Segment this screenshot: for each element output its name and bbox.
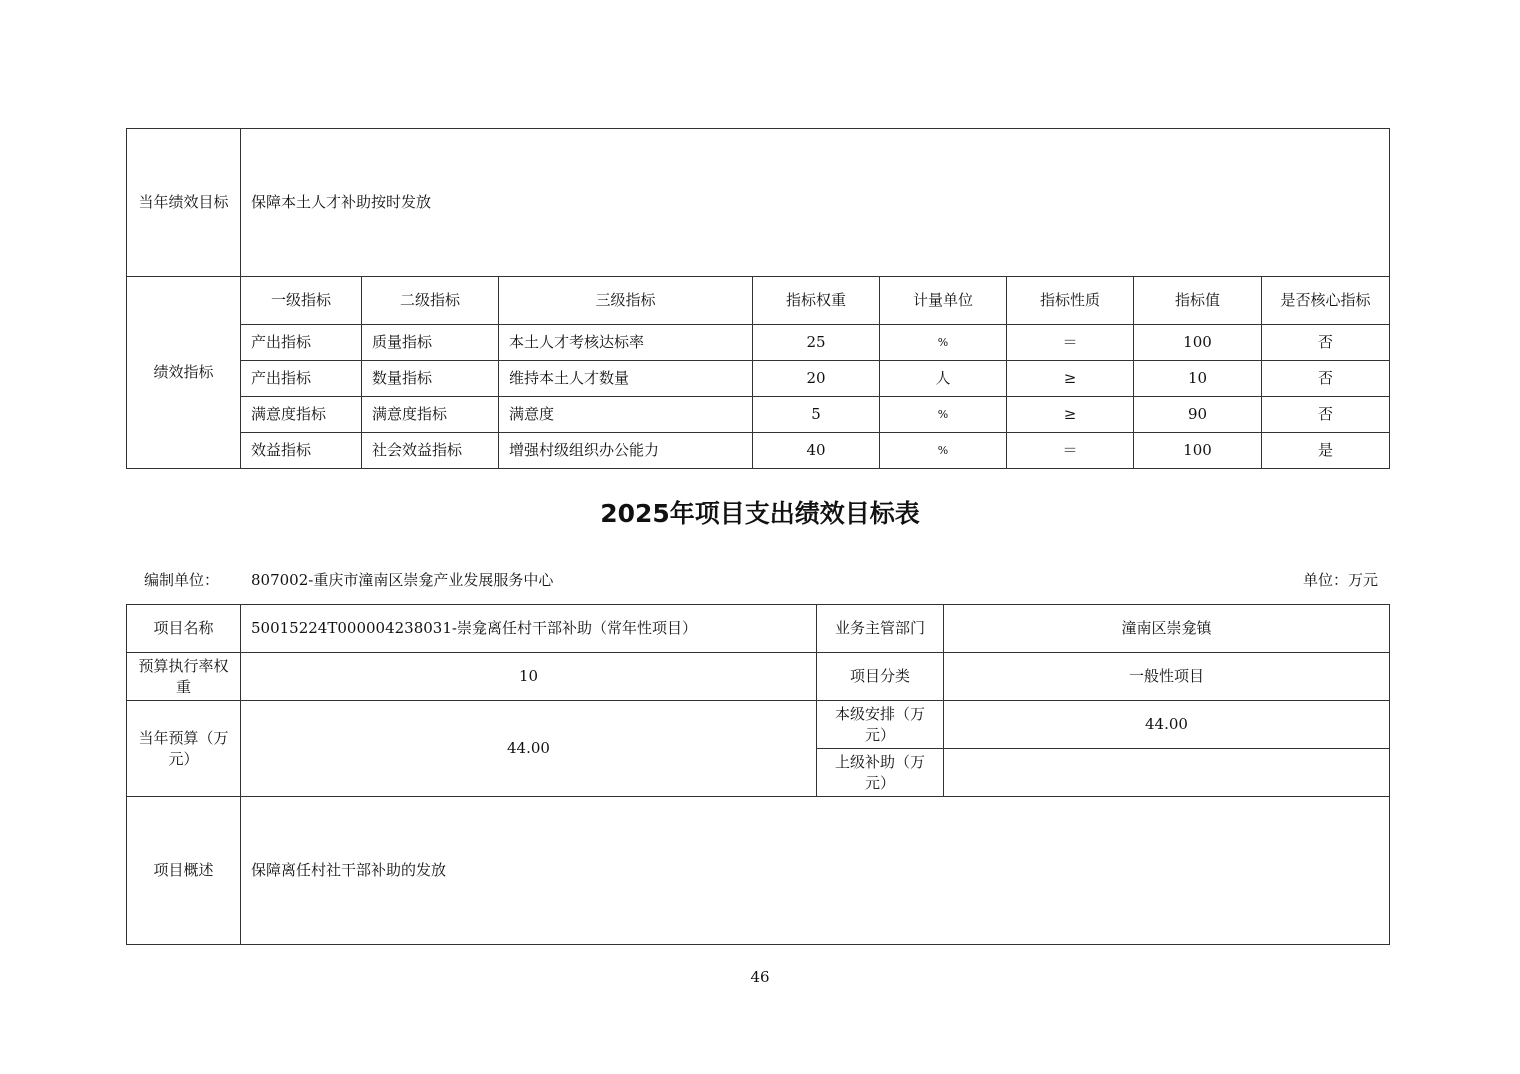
performance-table [126, 128, 1390, 469]
cell-unit: % [880, 397, 1007, 433]
cell-unit: % [880, 325, 1007, 361]
cell-level3: 增强村级组织办公能力 [499, 433, 753, 469]
cell-level2: 质量指标 [362, 325, 499, 361]
project-name-label: 项目名称 [127, 605, 241, 653]
page-number: 46 [750, 968, 770, 986]
org-unit-value: 807002-重庆市潼南区崇龛产业发展服务中心 [251, 571, 554, 589]
rate-label: 预算执行率权重 [127, 653, 241, 701]
header-unit: 计量单位 [880, 277, 1007, 325]
dept-label: 业务主管部门 [817, 605, 944, 653]
cell-level1: 产出指标 [241, 325, 362, 361]
table-row [127, 361, 1390, 397]
overview-value: 保障离任村社干部补助的发放 [241, 797, 1390, 945]
cell-weight: 40 [753, 433, 880, 469]
goal-label: 当年绩效目标 [127, 129, 241, 277]
cell-level2: 满意度指标 [362, 397, 499, 433]
cell-value: 100 [1134, 325, 1262, 361]
cell-unit: % [880, 433, 1007, 469]
cell-level2: 社会效益指标 [362, 433, 499, 469]
budget-label: 当年预算（万元） [127, 701, 241, 797]
cell-value: 100 [1134, 433, 1262, 469]
header-weight: 指标权重 [753, 277, 880, 325]
overview-label: 项目概述 [127, 797, 241, 945]
cell-level3: 本土人才考核达标率 [499, 325, 753, 361]
cell-unit: 人 [880, 361, 1007, 397]
cell-level2: 数量指标 [362, 361, 499, 397]
cell-core: 否 [1262, 397, 1390, 433]
header-core: 是否核心指标 [1262, 277, 1390, 325]
upper-value [944, 749, 1390, 797]
page-title: 2025年项目支出绩效目标表 [600, 499, 920, 528]
cell-weight: 5 [753, 397, 880, 433]
category-label: 项目分类 [817, 653, 944, 701]
dept-value: 潼南区崇龛镇 [944, 605, 1390, 653]
cell-value: 90 [1134, 397, 1262, 433]
project-table [126, 604, 1390, 945]
cell-nature: ≥ [1007, 397, 1134, 433]
cell-core: 是 [1262, 433, 1390, 469]
header-level1: 一级指标 [241, 277, 362, 325]
header-level2: 二级指标 [362, 277, 499, 325]
local-label: 本级安排（万元） [817, 701, 944, 749]
goal-text: 保障本土人才补助按时发放 [241, 129, 1390, 277]
local-value: 44.00 [944, 701, 1390, 749]
table-row [127, 397, 1390, 433]
table-row [127, 433, 1390, 469]
cell-level3: 维持本土人才数量 [499, 361, 753, 397]
cell-level1: 产出指标 [241, 361, 362, 397]
cell-level1: 满意度指标 [241, 397, 362, 433]
money-unit: 单位：万元 [1302, 571, 1378, 589]
cell-nature: ≥ [1007, 361, 1134, 397]
header-nature: 指标性质 [1007, 277, 1134, 325]
cell-weight: 25 [753, 325, 880, 361]
cell-value: 10 [1134, 361, 1262, 397]
cell-nature: ＝ [1007, 325, 1134, 361]
rate-value: 10 [241, 653, 817, 701]
budget-value: 44.00 [241, 701, 817, 797]
cell-weight: 20 [753, 361, 880, 397]
cell-level1: 效益指标 [241, 433, 362, 469]
cell-level3: 满意度 [499, 397, 753, 433]
header-value: 指标值 [1134, 277, 1262, 325]
indicators-label: 绩效指标 [127, 277, 241, 469]
org-unit-label: 编制单位： [144, 571, 220, 589]
cell-core: 否 [1262, 361, 1390, 397]
cell-nature: ＝ [1007, 433, 1134, 469]
category-value: 一般性项目 [944, 653, 1390, 701]
project-name-value: 50015224T000004238031-崇龛离任村干部补助（常年性项目） [241, 605, 817, 653]
cell-core: 否 [1262, 325, 1390, 361]
upper-label: 上级补助（万元） [817, 749, 944, 797]
header-level3: 三级指标 [499, 277, 753, 325]
table-row [127, 325, 1390, 361]
